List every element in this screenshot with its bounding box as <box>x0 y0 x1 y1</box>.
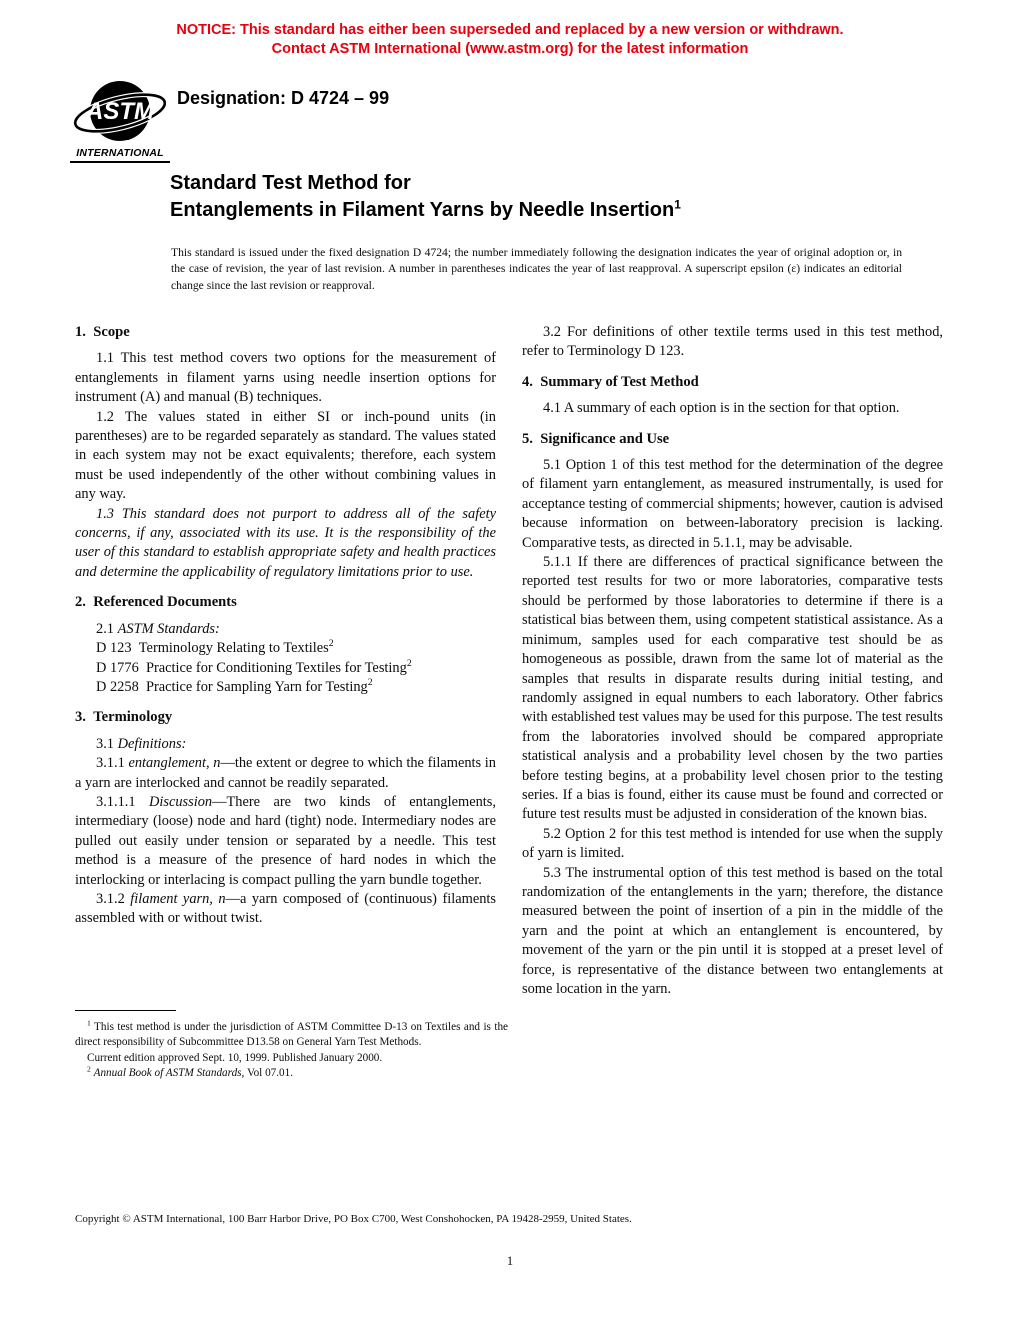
footnote-text <box>75 1020 508 1082</box>
paragraph: 4.1 A summary of each option is in the section for that option. <box>543 400 900 417</box>
section-heading: 2. Referenced Documents <box>75 594 237 611</box>
paragraph: 5.1 Option 1 of this test method for the determination of the degree of filament yarn entanglement, as measured instrumentally, is used for acceptance testing of commercial shipments; however, caution is advised because information on between-laboratory precision is lacking. Comparative tests, as directed in 5.1.1, may be advisable. <box>522 457 944 551</box>
paragraph: 1.1 This test method covers two options for the measurement of entanglements in filament yarns using needle insertion options for instrument (A) and manual (B) techniques. <box>75 350 496 406</box>
paragraph: 3.1.2 filament yarn, n—a yarn composed of (continuous) filaments assembled with or without twist. <box>75 890 497 927</box>
paragraph: 5.2 Option 2 for this test method is intended for use when the supply of yarn is limited. <box>522 825 943 862</box>
paragraph: 5.3 The instrumental option of this test method is based on the total randomization of the entanglements in the yarn; therefore, the distance measured between the point of insertion of a pin in the middle of the yarn and the point at which an entanglement is encountered, by movement of the yarn or the pin until it is stopped at a preset level of force, is representative of the distance between two entanglements at some location in the yarn. <box>522 864 943 997</box>
paragraph: 5.1.1 If there are differences of practical significance between the reported test results for two or more laboratories, comparative tests should be performed by those laboratories to determine if there is a statistical bias between them, using competent statistical assistance. As a minimum, samples used for each comparative test should be as homogeneous as possible, drawn from the same lot of material as the samples that results in disparate results during initial testing, and randomly assigned in equal numbers to each laboratory. Other fabrics with established test values may be used for this purpose. The test results from the laboratories involved should be compared appropriate statistical analysis and a probability level chosen by the two parties before testing begins, at a probability level chosen prior to the testing series. If a bias is found, either its cause must be found and corrected or future test results must be adjusted in consideration of the known bias. <box>522 554 943 823</box>
astm-globe-icon <box>72 74 168 150</box>
section-heading: 1. Scope <box>75 324 130 340</box>
paragraph: 3.1.1.1 Discussion—There are two kinds of entanglements, intermediary (loose) node and hard (tight) node. Intermediary nodes are pulled out easily under tension or separated by a needle. This test method is a measure of the presence of hard nodes in which the interlocking or interlacing is compact pulling the yarn bundle together. <box>75 793 496 888</box>
preamble-text: This standard is issued under the fixed designation D 4724; the number immediately following the designation indicates the year of original adoption or, in the case of revision, the year of last revision. A number in parentheses indicates the year of last reapproval. A superscript epsilon (ε) indicates an editorial change since the last revision or reapproval. <box>171 246 902 292</box>
astm-logo-international-label: INTERNATIONAL <box>70 147 170 163</box>
section-heading: 5. Significance and Use <box>522 430 670 447</box>
left-column <box>75 323 496 929</box>
title-line-1: Standard Test Method for <box>170 172 411 194</box>
notice-line-2: Contact ASTM International (www.astm.org) for the latest information <box>271 41 749 57</box>
paragraph: 3.2 For definitions of other textile terms used in this test method, refer to Terminology D 123. <box>522 324 943 360</box>
paragraph: 1.2 The values stated in either SI or inch-pound units (in parentheses) are to be regarded separately as standard. The values stated in each system may not be exact equivalents; therefore, each system must be used independently of the other without combining values in any way. <box>75 408 496 503</box>
section-heading: 4. Summary of Test Method <box>522 373 699 390</box>
paragraph: D 2258 Practice for Sampling Yarn for Testing$^2$ <box>96 677 373 695</box>
copyright-line: Copyright © ASTM International, 100 Barr Harbor Drive, PO Box C700, West Conshohocken, PA 19428-2959, United States. <box>75 1213 632 1225</box>
document-title <box>170 170 681 224</box>
paragraph: Current edition approved Sept. 10, 1999. Published January 2000. <box>87 1051 383 1064</box>
designation-text: Designation: D 4724 – 99 <box>177 88 390 108</box>
paragraph: 1.3 This standard does not purport to address all of the safety concerns, if any, associated with its use. It is the responsibility of the user of this standard to establish appropriate safety and health practices and determine the applicability of regulatory limitations prior to use. <box>75 505 496 580</box>
paragraph: 2.1 ASTM Standards: <box>96 620 220 637</box>
paragraph: $^1$ This test method is under the jurisdiction of ASTM Committee D-13 on Textiles and is the direct responsibility of Subcommittee D13.58 on General Yarn Test Methods. <box>75 1018 508 1049</box>
title-footnote-ref: 1 <box>674 197 681 212</box>
page-number: 1 <box>506 1254 514 1268</box>
paragraph: D 1776 Practice for Conditioning Textiles for Testing$^2$ <box>96 657 412 676</box>
section-heading: 3. Terminology <box>75 709 173 726</box>
right-column <box>522 323 943 999</box>
paragraph: D 123 Terminology Relating to Textiles$^2$ <box>96 638 334 657</box>
astm-logo <box>70 74 170 163</box>
footnotes-block <box>75 1010 508 1082</box>
footnote-divider <box>75 1010 176 1011</box>
paragraph: 3.1 Definitions: <box>96 735 187 752</box>
paragraph: 3.1.1 entanglement, n—the extent or degree to which the filaments in a yarn are interlocked and cannot be readily separated. <box>75 755 497 791</box>
astm-logo-acronym: ASTM <box>86 98 154 125</box>
body-columns <box>75 323 943 999</box>
paragraph: $^2$ Annual Book of ASTM Standards, Vol 07.01. <box>87 1064 294 1080</box>
title-line-2: Entanglements in Filament Yarns by Needle Insertion$^1$ <box>170 197 681 221</box>
notice-line-1: NOTICE: This standard has either been superseded and replaced by a new version or withdrawn. <box>176 22 844 38</box>
notice-banner <box>0 21 1020 59</box>
